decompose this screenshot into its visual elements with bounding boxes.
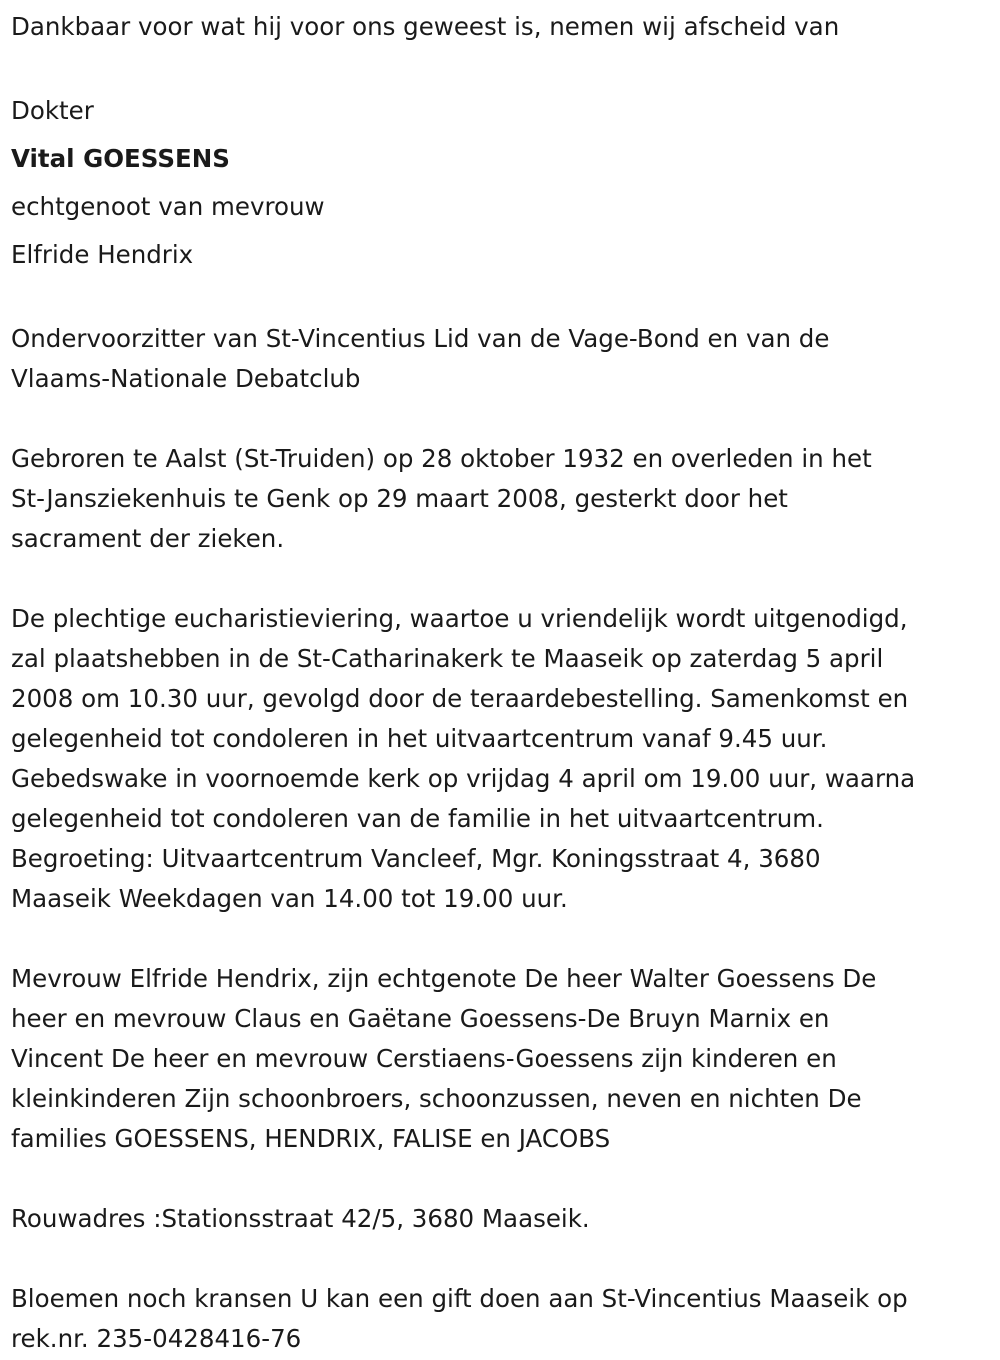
deceased-block [11,87,996,279]
spacer [11,1159,996,1199]
spacer [11,279,996,319]
birth-death-paragraph [11,439,996,559]
spacer [11,919,996,959]
functions-line: Vlaams-Nationale Debatclub [11,364,361,393]
bank-account-line: rek.nr. 235-0428416-76 [11,1324,302,1353]
obituary-document [11,7,996,1359]
family-line: kleinkinderen Zijn schoonbroers, schoonzussen, neven en nichten De [11,1084,862,1113]
functions-paragraph [11,319,996,399]
ceremony-line: Maaseik Weekdagen van 14.00 tot 19.00 uur. [11,884,568,913]
spouse-name: Elfride Hendrix [11,240,194,269]
birth-death-line: Gebroren te Aalst (St-Truiden) op 28 oktober 1932 en overleden in het [11,444,872,473]
ceremony-paragraph [11,599,996,919]
family-paragraph [11,959,996,1159]
ceremony-line: De plechtige eucharistieviering, waartoe u vriendelijk wordt uitgenodigd, [11,604,908,633]
ceremony-line: gelegenheid tot condoleren van de familie in het uitvaartcentrum. [11,804,824,833]
ceremony-line: Gebedswake in voornoemde kerk op vrijdag 4 april om 19.00 uur, waarna [11,764,916,793]
deceased-title: Dokter [11,96,94,125]
family-line: Mevrouw Elfride Hendrix, zijn echtgenote De heer Walter Goessens De [11,964,877,993]
ceremony-line: zal plaatshebben in de St-Catharinakerk te Maaseik op zaterdag 5 april [11,644,884,673]
spacer [11,1239,996,1279]
spouse-label: echtgenoot van mevrouw [11,192,325,221]
ceremony-line: gelegenheid tot condoleren in het uitvaartcentrum vanaf 9.45 uur. [11,724,828,753]
functions-line: Ondervoorzitter van St-Vincentius Lid van de Vage-Bond en van de [11,324,830,353]
spacer [11,559,996,599]
flowers-line: Bloemen noch kransen U kan een gift doen aan St-Vincentius Maaseik op [11,1284,908,1313]
family-line: heer en mevrouw Claus en Gaëtane Goessens-De Bruyn Marnix en [11,1004,830,1033]
family-line: families GOESSENS, HENDRIX, FALISE en JACOBS [11,1124,611,1153]
birth-death-line: sacrament der zieken. [11,524,285,553]
intro-text: Dankbaar voor wat hij voor ons geweest is, nemen wij afscheid van [11,12,840,41]
ceremony-line: Begroeting: Uitvaartcentrum Vancleef, Mgr. Koningsstraat 4, 3680 [11,844,821,873]
birth-death-line: St-Jansziekenhuis te Genk op 29 maart 2008, gesterkt door het [11,484,788,513]
flowers-paragraph [11,1279,996,1359]
mourning-address: Rouwadres :Stationsstraat 42/5, 3680 Maaseik. [11,1204,590,1233]
ceremony-line: 2008 om 10.30 uur, gevolgd door de teraardebestelling. Samenkomst en [11,684,909,713]
spacer [11,47,996,87]
family-line: Vincent De heer en mevrouw Cerstiaens-Goessens zijn kinderen en [11,1044,837,1073]
deceased-name: Vital GOESSENS [11,144,230,173]
spacer [11,399,996,439]
